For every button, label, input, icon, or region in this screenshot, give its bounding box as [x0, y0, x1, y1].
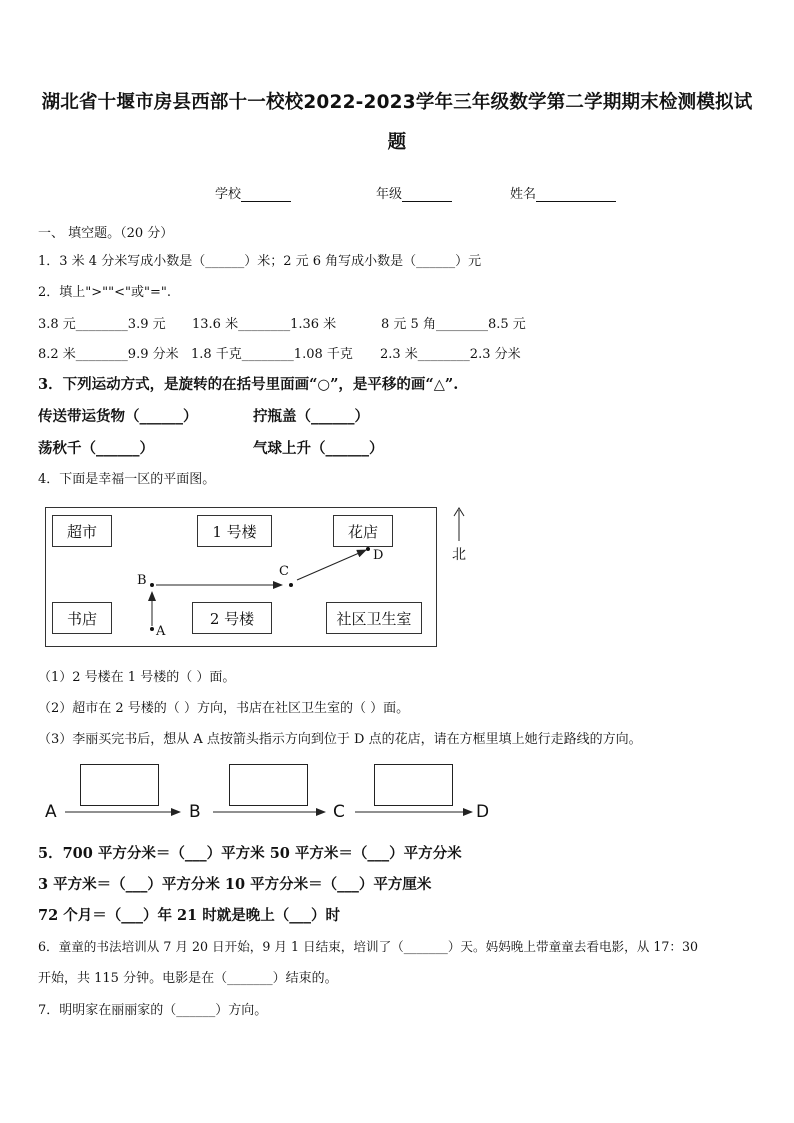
page-title-line2: 题 [387, 132, 407, 153]
question-7: 7．明明家在丽丽家的（______）方向。 [38, 1003, 268, 1018]
page-title-line1: 湖北省十堰市房县西部十一校校2022-2023学年三年级数学第二学期期末检测模拟试 [41, 92, 753, 113]
question-2: 2．填上">""<"或"=". [38, 285, 171, 300]
motion-item: 荡秋千（______） [38, 440, 154, 457]
flower-shop-building: 花店 [333, 515, 393, 547]
compare-item: 3.8 元________3.9 元 [38, 317, 166, 332]
point-b-dot [150, 583, 154, 587]
motion-item: 传送带运货物（______） [38, 408, 198, 425]
compare-item: 8 元 5 角________8.5 元 [381, 317, 526, 332]
question-5-line-1: 5．700 平方分米＝（___）平方米 50 平方米＝（___）平方分米 [38, 845, 462, 862]
building-2: 2 号楼 [192, 602, 272, 634]
direction-answer-box-2[interactable] [229, 764, 308, 806]
question-6-line-1: 6．童童的书法培训从 7 月 20 日开始，9 月 1 日结束，培训了（_______）天。妈妈晚上带童童去看电影，从 17：30 [38, 939, 698, 954]
neighborhood-map [45, 507, 437, 647]
direction-answer-box-3[interactable] [374, 764, 453, 806]
question-1: 1．3 米 4 分米写成小数是（______）米；2 元 6 角写成小数是（______）元 [38, 254, 482, 269]
school-label: 学校 [215, 187, 242, 202]
route-label-d: D [476, 802, 490, 822]
point-c-label: C [279, 564, 289, 579]
grade-field [376, 183, 452, 202]
question-4-part-2: （2）超市在 2 号楼的（ ）方向，书店在社区卫生室的（ ）面。 [38, 701, 410, 716]
arrow-c-to-d [297, 550, 366, 580]
direction-answer-box-1[interactable] [80, 764, 159, 806]
building-1: 1 号楼 [197, 515, 272, 547]
question-4-part-1: （1）2 号楼在 1 号楼的（ ）面。 [38, 670, 236, 685]
bookstore-building: 书店 [52, 602, 112, 634]
point-a-label: A [156, 624, 166, 639]
point-b-label: B [137, 573, 147, 588]
route-label-a: A [45, 802, 57, 822]
section-heading: 一、 填空题。（20 分） [38, 226, 174, 241]
point-c-dot [289, 583, 293, 587]
point-d-dot [366, 547, 370, 551]
question-5-line-2: 3 平方米＝（___）平方分米 10 平方分米＝（___）平方厘米 [38, 876, 432, 893]
name-label: 姓名 [510, 187, 537, 202]
question-5-line-3: 72 个月＝（___）年 21 时就是晚上（___）时 [38, 907, 340, 924]
compare-item: 8.2 米________9.9 分米 [38, 347, 179, 362]
compare-item: 13.6 米________1.36 米 [192, 317, 337, 332]
motion-item: 气球上升（______） [253, 440, 384, 457]
route-label-b: B [189, 802, 201, 822]
supermarket-building: 超市 [52, 515, 112, 547]
point-d-label: D [373, 548, 384, 563]
compare-item: 1.8 千克________1.08 千克 [191, 347, 353, 362]
north-label: 北 [452, 547, 466, 563]
school-blank[interactable] [241, 187, 291, 202]
route-label-c: C [333, 802, 345, 822]
grade-blank[interactable] [402, 187, 452, 202]
grade-label: 年级 [376, 187, 403, 202]
question-3: 3．下列运动方式，是旋转的在括号里面画“○”，是平移的画“△”. [38, 376, 459, 393]
question-4-part-3: （3）李丽买完书后，想从 A 点按箭头指示方向到位于 D 点的花店，请在方框里填上她行走路线的方向。 [38, 732, 642, 747]
clinic-building: 社区卫生室 [326, 602, 422, 634]
motion-item: 拧瓶盖（______） [253, 408, 369, 425]
map-route-arrows [46, 508, 438, 648]
north-arrow-icon [452, 507, 468, 543]
name-blank[interactable] [536, 187, 616, 202]
question-4: 4．下面是幸福一区的平面图。 [38, 472, 216, 487]
school-field [215, 183, 291, 202]
point-a-dot [150, 627, 154, 631]
question-6-line-2: 开始，共 115 分钟。电影是在（_______）结束的。 [38, 971, 338, 986]
name-field [510, 183, 616, 202]
compare-item: 2.3 米________2.3 分米 [380, 347, 521, 362]
